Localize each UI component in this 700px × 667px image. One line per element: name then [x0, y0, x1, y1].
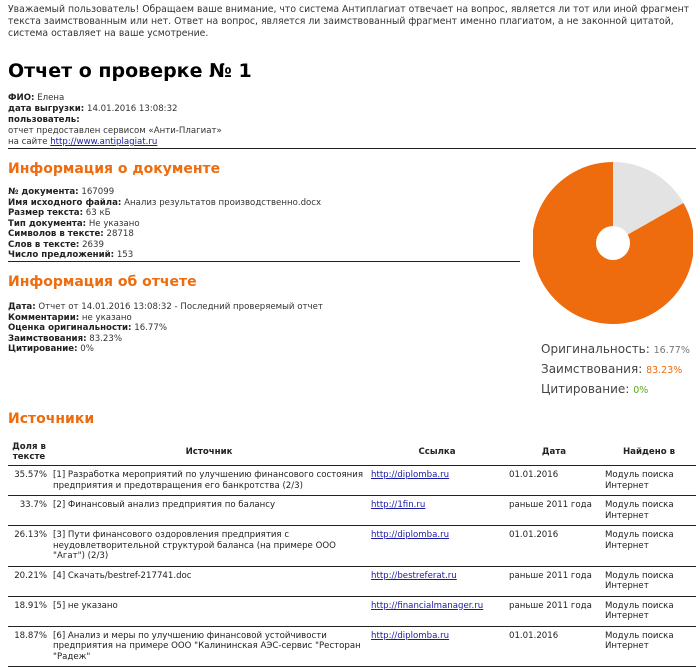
- field-label: Тип документа:: [8, 218, 87, 229]
- source-found-in-cell: Модуль поиска Интернет: [602, 466, 696, 496]
- field-row: [8, 323, 323, 334]
- source-share-cell: 18.91%: [8, 596, 50, 626]
- source-title-cell: [1] Разработка мероприятий по улучшению финансового состояния предприятия и предотвращения его банкротства (2/3): [50, 466, 368, 496]
- legend-item: [541, 340, 690, 360]
- source-title-cell: [2] Финансовый анализ предприятия по балансу: [50, 496, 368, 526]
- site-prefix: на сайте: [8, 137, 48, 147]
- source-link[interactable]: http://bestreferat.ru: [371, 570, 457, 581]
- fio-value: Елена: [37, 93, 65, 103]
- source-found-in-cell: Модуль поиска Интернет: [602, 566, 696, 596]
- source-title-cell: [4] Скачать/bestref-217741.doc: [50, 566, 368, 596]
- col-found-header: Найдено в: [602, 439, 696, 466]
- source-share-cell: 33.7%: [8, 496, 50, 526]
- field-label: Имя исходного файла:: [8, 197, 122, 208]
- field-value: 167099: [81, 187, 115, 197]
- field-label: Цитирование:: [8, 344, 78, 354]
- field-value: 2639: [82, 239, 104, 250]
- legend-value: 83.23%: [646, 365, 683, 376]
- col-source-header: Источник: [50, 439, 368, 466]
- field-label: Слов в тексте:: [8, 239, 80, 250]
- field-value: 28718: [106, 229, 134, 239]
- field-value: 153: [116, 250, 134, 260]
- report-info-heading: Информация об отчете: [8, 274, 197, 290]
- export-date-value: 14.01.2016 13:08:32: [86, 104, 178, 114]
- sources-table: [8, 439, 696, 667]
- source-link-cell: [368, 566, 506, 596]
- source-link-cell: [368, 466, 506, 496]
- field-label: Число предложений:: [8, 250, 115, 260]
- report-info-fields: [8, 302, 323, 355]
- export-date-label: дата выгрузки:: [8, 104, 85, 114]
- field-label: Размер текста:: [8, 208, 84, 218]
- field-value: 63 кБ: [85, 208, 111, 218]
- table-row: [8, 466, 696, 496]
- field-label: Заимствования:: [8, 333, 87, 344]
- fio-label: ФИО:: [8, 93, 35, 103]
- col-date-header: Дата: [506, 439, 602, 466]
- field-label: Оценка оригинальности:: [8, 323, 132, 333]
- source-date-cell: 01.01.2016: [506, 526, 602, 567]
- legend-value: 0%: [633, 385, 649, 396]
- field-row: [8, 313, 323, 324]
- source-title-cell: [3] Пути финансового оздоровления предприятия с неудовлетворительной структурой баланса (на примере ООО "Агат") (2/3): [50, 526, 368, 567]
- user-label: пользователь:: [8, 115, 80, 125]
- page-title: Отчет о проверке № 1: [8, 60, 252, 82]
- disclaimer-notice: Уважаемый пользователь! Обращаем ваше внимание, что система Антиплагиат отвечает на вопрос, является ли тот или иной фрагмент текста заимствованным или нет. Ответ на вопрос, является ли заимствованный фрагмент именно плагиатом, а не законной цитатой, система оставляет на ваше усмотрение.: [8, 4, 690, 39]
- table-row: [8, 566, 696, 596]
- field-row: [8, 187, 321, 198]
- field-row: [8, 334, 323, 345]
- field-row: [8, 229, 321, 240]
- source-share-cell: 35.57%: [8, 466, 50, 496]
- provided-by-text: отчет предоставлен сервисом «Анти-Плагиат»: [8, 126, 222, 136]
- field-row: [8, 250, 321, 261]
- field-label: Символов в тексте:: [8, 229, 104, 239]
- doc-info-fields: [8, 187, 321, 261]
- source-title-cell: [5] не указано: [50, 596, 368, 626]
- doc-info-heading: Информация о документе: [8, 161, 221, 177]
- field-value: не указано: [81, 312, 132, 323]
- field-label: Дата:: [8, 302, 36, 312]
- table-row: [8, 596, 696, 626]
- field-row: [8, 344, 323, 355]
- source-date-cell: раньше 2011 года: [506, 566, 602, 596]
- col-share-header: Доля в тексте: [8, 439, 50, 466]
- field-label: № документа:: [8, 187, 79, 197]
- source-date-cell: раньше 2011 года: [506, 596, 602, 626]
- legend-label: Заимствования:: [541, 362, 643, 376]
- source-share-cell: 26.13%: [8, 526, 50, 567]
- source-found-in-cell: Модуль поиска Интернет: [602, 626, 696, 667]
- field-row: [8, 198, 321, 209]
- pie-legend: [541, 340, 690, 400]
- source-share-cell: 20.21%: [8, 566, 50, 596]
- field-row: [8, 240, 321, 251]
- source-link[interactable]: http://diplomba.ru: [371, 470, 450, 480]
- source-date-cell: 01.01.2016: [506, 626, 602, 667]
- legend-item: [541, 360, 690, 380]
- source-found-in-cell: Модуль поиска Интернет: [602, 526, 696, 567]
- source-link-cell: [368, 626, 506, 667]
- source-link-cell: [368, 596, 506, 626]
- col-link-header: Ссылка: [368, 439, 506, 466]
- field-value: 83.23%: [89, 333, 123, 344]
- field-value: 0%: [80, 344, 94, 354]
- field-row: [8, 302, 323, 313]
- divider: [8, 261, 520, 262]
- source-link[interactable]: http://diplomba.ru: [371, 530, 450, 540]
- sources-heading: Источники: [8, 411, 95, 427]
- field-value: Анализ результатов производственно.docx: [124, 197, 322, 208]
- source-link[interactable]: http://diplomba.ru: [371, 630, 450, 641]
- report-meta: [8, 93, 222, 148]
- source-share-cell: 18.87%: [8, 626, 50, 667]
- divider: [8, 148, 696, 149]
- source-link-cell: [368, 496, 506, 526]
- source-link[interactable]: http://1fin.ru: [371, 500, 426, 510]
- field-row: [8, 208, 321, 219]
- source-found-in-cell: Модуль поиска Интернет: [602, 496, 696, 526]
- source-title-cell: [6] Анализ и меры по улучшению финансовой устойчивости предприятия на примере ООО "Калининская АЭС-сервис "Ресторан "Радеж": [50, 626, 368, 667]
- field-value: 16.77%: [134, 323, 168, 333]
- field-label: Комментарии:: [8, 312, 80, 323]
- antiplagiat-link[interactable]: http://www.antiplagiat.ru: [50, 137, 158, 147]
- field-value: Не указано: [88, 218, 140, 229]
- source-link-cell: [368, 526, 506, 567]
- pie-center-hole: [596, 226, 630, 260]
- legend-label: Оригинальность:: [541, 342, 650, 356]
- legend-value: 16.77%: [653, 345, 690, 356]
- legend-item: [541, 380, 690, 400]
- field-row: [8, 219, 321, 230]
- table-row: [8, 626, 696, 667]
- field-value: Отчет от 14.01.2016 13:08:32 - Последний проверяемый отчет: [38, 302, 323, 312]
- source-date-cell: раньше 2011 года: [506, 496, 602, 526]
- table-header-row: [8, 439, 696, 466]
- table-row: [8, 496, 696, 526]
- source-link[interactable]: http://financialmanager.ru: [371, 600, 484, 611]
- source-date-cell: 01.01.2016: [506, 466, 602, 496]
- legend-label: Цитирование:: [541, 382, 630, 396]
- table-row: [8, 526, 696, 567]
- source-found-in-cell: Модуль поиска Интернет: [602, 596, 696, 626]
- originality-pie-chart: [533, 160, 693, 330]
